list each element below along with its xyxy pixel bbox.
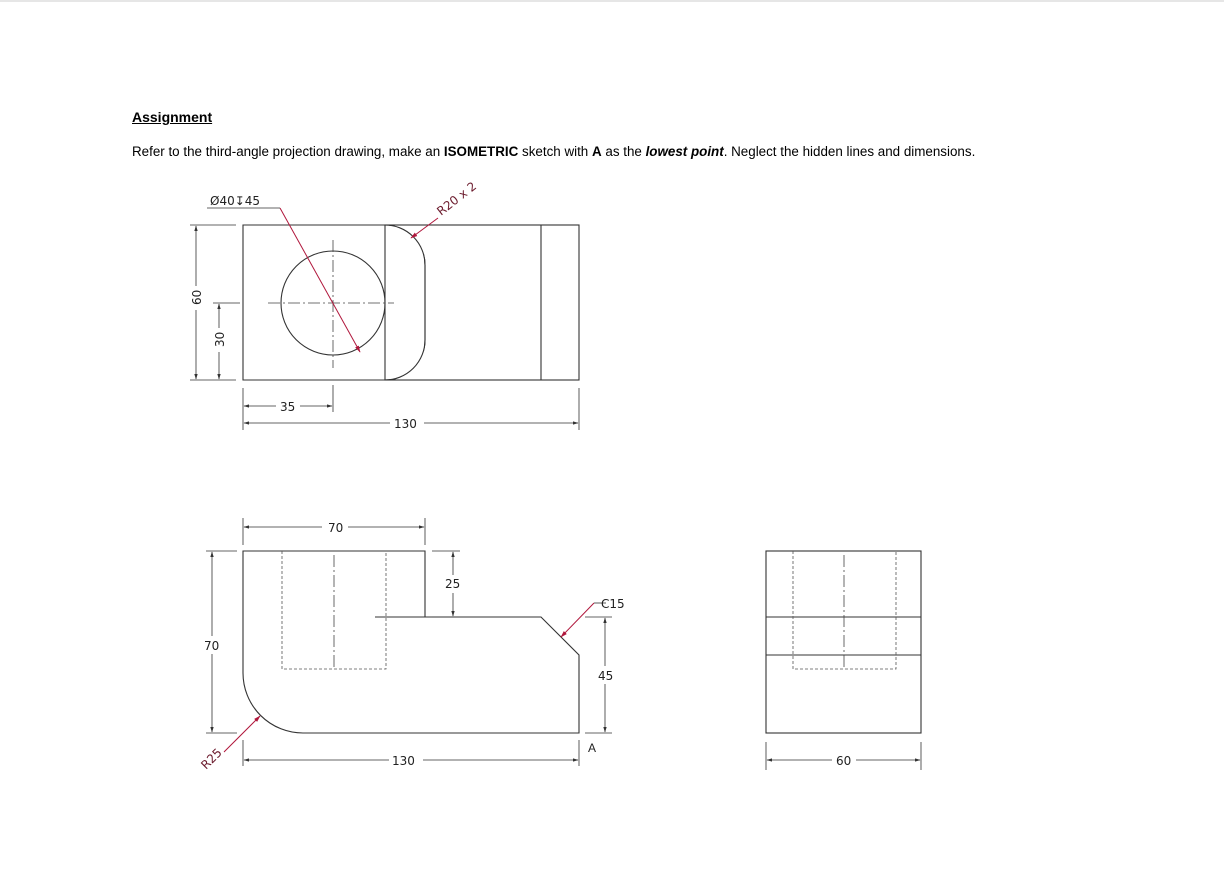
dim-130-top-text: 130 [394, 417, 417, 431]
dim-25-text: 25 [445, 577, 461, 591]
fillet-callout-top: R20 x 2 [434, 179, 480, 219]
dim-45-text: 45 [598, 669, 614, 683]
top-view [189, 179, 579, 431]
side-view-outline [766, 551, 921, 733]
r25-leader-line [224, 716, 260, 752]
dim-60-side-text: 60 [836, 754, 852, 768]
front-view-outline [243, 551, 579, 733]
hole-leader-line [280, 208, 360, 352]
dim-35-text: 35 [280, 400, 296, 414]
instruction-point-a: A [591, 144, 602, 159]
top-view-mask [386, 226, 424, 379]
front-view [198, 518, 624, 772]
dim-130-front-text: 130 [392, 754, 415, 768]
side-view-hidden-hole [793, 551, 896, 669]
instruction-lowest-point: lowest point [645, 144, 724, 159]
chamfer-leader-line [561, 603, 594, 637]
dim-60-text: 60 [190, 289, 204, 305]
assignment-heading: Assignment [132, 109, 213, 125]
chamfer-callout: C15 [601, 597, 625, 611]
dim-30-text: 30 [213, 331, 227, 347]
side-view [766, 551, 921, 770]
point-a-label: A [588, 741, 597, 755]
instruction-part1: Refer to the third-angle projection drawing, make an [132, 144, 444, 159]
instruction-part4: . Neglect the hidden lines and dimensions. [723, 144, 976, 159]
hole-callout: Ø40↧45 [210, 194, 261, 208]
instruction-isometric: ISOMETRIC [443, 144, 519, 159]
dim-70w-text: 70 [328, 521, 344, 535]
instruction-part2: sketch with [518, 144, 592, 159]
instruction-part3: as the [601, 144, 646, 159]
dim-70h-text: 70 [204, 639, 220, 653]
r25-callout: R25 [198, 745, 225, 773]
